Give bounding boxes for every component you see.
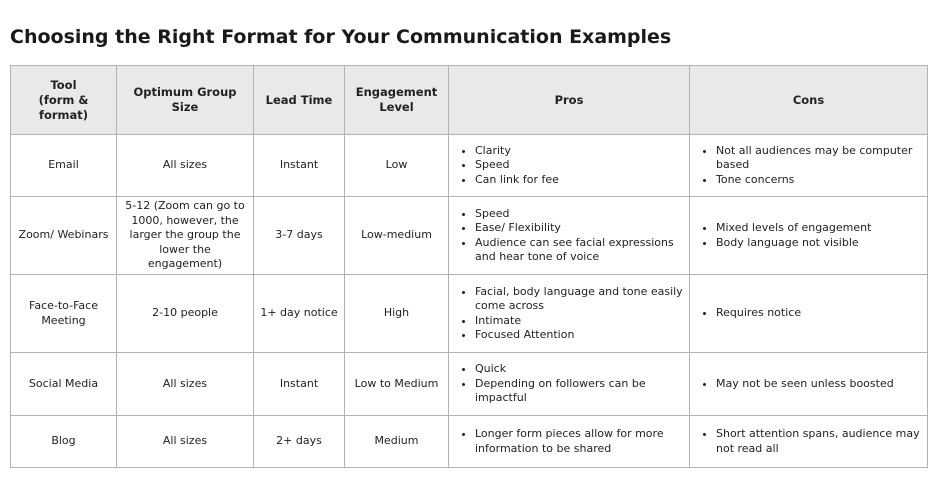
header-tool — [11, 66, 117, 135]
cell-engagement: Low — [345, 135, 449, 197]
list-item: • Clarity — [475, 144, 683, 159]
cell-cons — [690, 353, 928, 416]
header-tool-label: Tool (form & format) — [38, 77, 89, 122]
list-item: • Facial, body language and tone easily come across — [475, 285, 683, 314]
cell-lead-time: 2+ days — [254, 416, 345, 468]
list-item: • Intimate — [475, 314, 683, 329]
page-title: Choosing the Right Format for Your Communication Examples — [10, 26, 672, 48]
list-item: • Can link for fee — [475, 173, 683, 188]
cell-tool: Face-to-Face Meeting — [11, 275, 117, 353]
header-lead-time-label: Lead Time — [265, 92, 333, 107]
cell-cons — [690, 135, 928, 197]
table-row — [11, 353, 928, 416]
header-lead-time — [254, 66, 345, 135]
cell-engagement: Medium — [345, 416, 449, 468]
list-item: • Audience can see facial expressions and hear tone of voice — [475, 236, 683, 265]
cell-engagement: Low-medium — [345, 197, 449, 275]
table-row — [11, 275, 928, 353]
cell-cons — [690, 416, 928, 468]
header-engagement-label: Engagement Level — [355, 85, 438, 114]
header-group-size — [117, 66, 254, 135]
list-item: • Focused Attention — [475, 328, 683, 343]
header-pros — [449, 66, 690, 135]
cell-cons — [690, 197, 928, 275]
cell-pros — [449, 135, 690, 197]
header-group-size-label: Optimum Group Size — [133, 85, 237, 114]
cell-group-size: All sizes — [117, 416, 254, 468]
cell-tool: Blog — [11, 416, 117, 468]
cell-pros — [449, 353, 690, 416]
header-engagement-level — [345, 66, 449, 135]
list-item: • Mixed levels of engagement — [716, 221, 921, 236]
cell-cons — [690, 275, 928, 353]
cell-tool: Social Media — [11, 353, 117, 416]
pros-list — [457, 362, 683, 406]
list-item: • Depending on followers can be impactful — [475, 377, 683, 406]
cons-list — [698, 377, 921, 392]
cell-tool: Zoom/ Webinars — [11, 197, 117, 275]
list-item: • Longer form pieces allow for more information to be shared — [475, 427, 683, 456]
communication-format-table — [10, 65, 928, 468]
pros-list — [457, 427, 683, 456]
table-row — [11, 135, 928, 197]
cell-tool: Email — [11, 135, 117, 197]
list-item: • Not all audiences may be computer based — [716, 144, 921, 173]
cell-pros — [449, 197, 690, 275]
header-row — [11, 66, 928, 135]
list-item: • May not be seen unless boosted — [716, 377, 921, 392]
cell-engagement: High — [345, 275, 449, 353]
pros-list — [457, 144, 683, 188]
list-item: • Speed — [475, 158, 683, 173]
table-row — [11, 197, 928, 275]
list-item: • Ease/ Flexibility — [475, 221, 683, 236]
list-item: • Short attention spans, audience may not read all — [716, 427, 921, 456]
cell-lead-time: 1+ day notice — [254, 275, 345, 353]
header-cons-label: Cons — [792, 92, 825, 107]
cons-list — [698, 144, 921, 188]
list-item: • Quick — [475, 362, 683, 377]
table-row — [11, 416, 928, 468]
cell-lead-time: 3-7 days — [254, 197, 345, 275]
cell-pros — [449, 416, 690, 468]
pros-list — [457, 285, 683, 343]
cell-group-size: All sizes — [117, 135, 254, 197]
list-item: • Tone concerns — [716, 173, 921, 188]
cell-group-size: 5-12 (Zoom can go to 1000, however, the larger the group the lower the engagement) — [117, 197, 254, 275]
cell-group-size: 2-10 people — [117, 275, 254, 353]
pros-list — [457, 207, 683, 265]
cons-list — [698, 427, 921, 456]
cell-pros — [449, 275, 690, 353]
header-pros-label: Pros — [554, 92, 584, 107]
cons-list — [698, 306, 921, 321]
cell-engagement: Low to Medium — [345, 353, 449, 416]
cons-list — [698, 221, 921, 250]
cell-lead-time: Instant — [254, 135, 345, 197]
list-item: • Requires notice — [716, 306, 921, 321]
list-item: • Body language not visible — [716, 236, 921, 251]
cell-group-size: All sizes — [117, 353, 254, 416]
list-item: • Speed — [475, 207, 683, 222]
header-cons — [690, 66, 928, 135]
cell-lead-time: Instant — [254, 353, 345, 416]
